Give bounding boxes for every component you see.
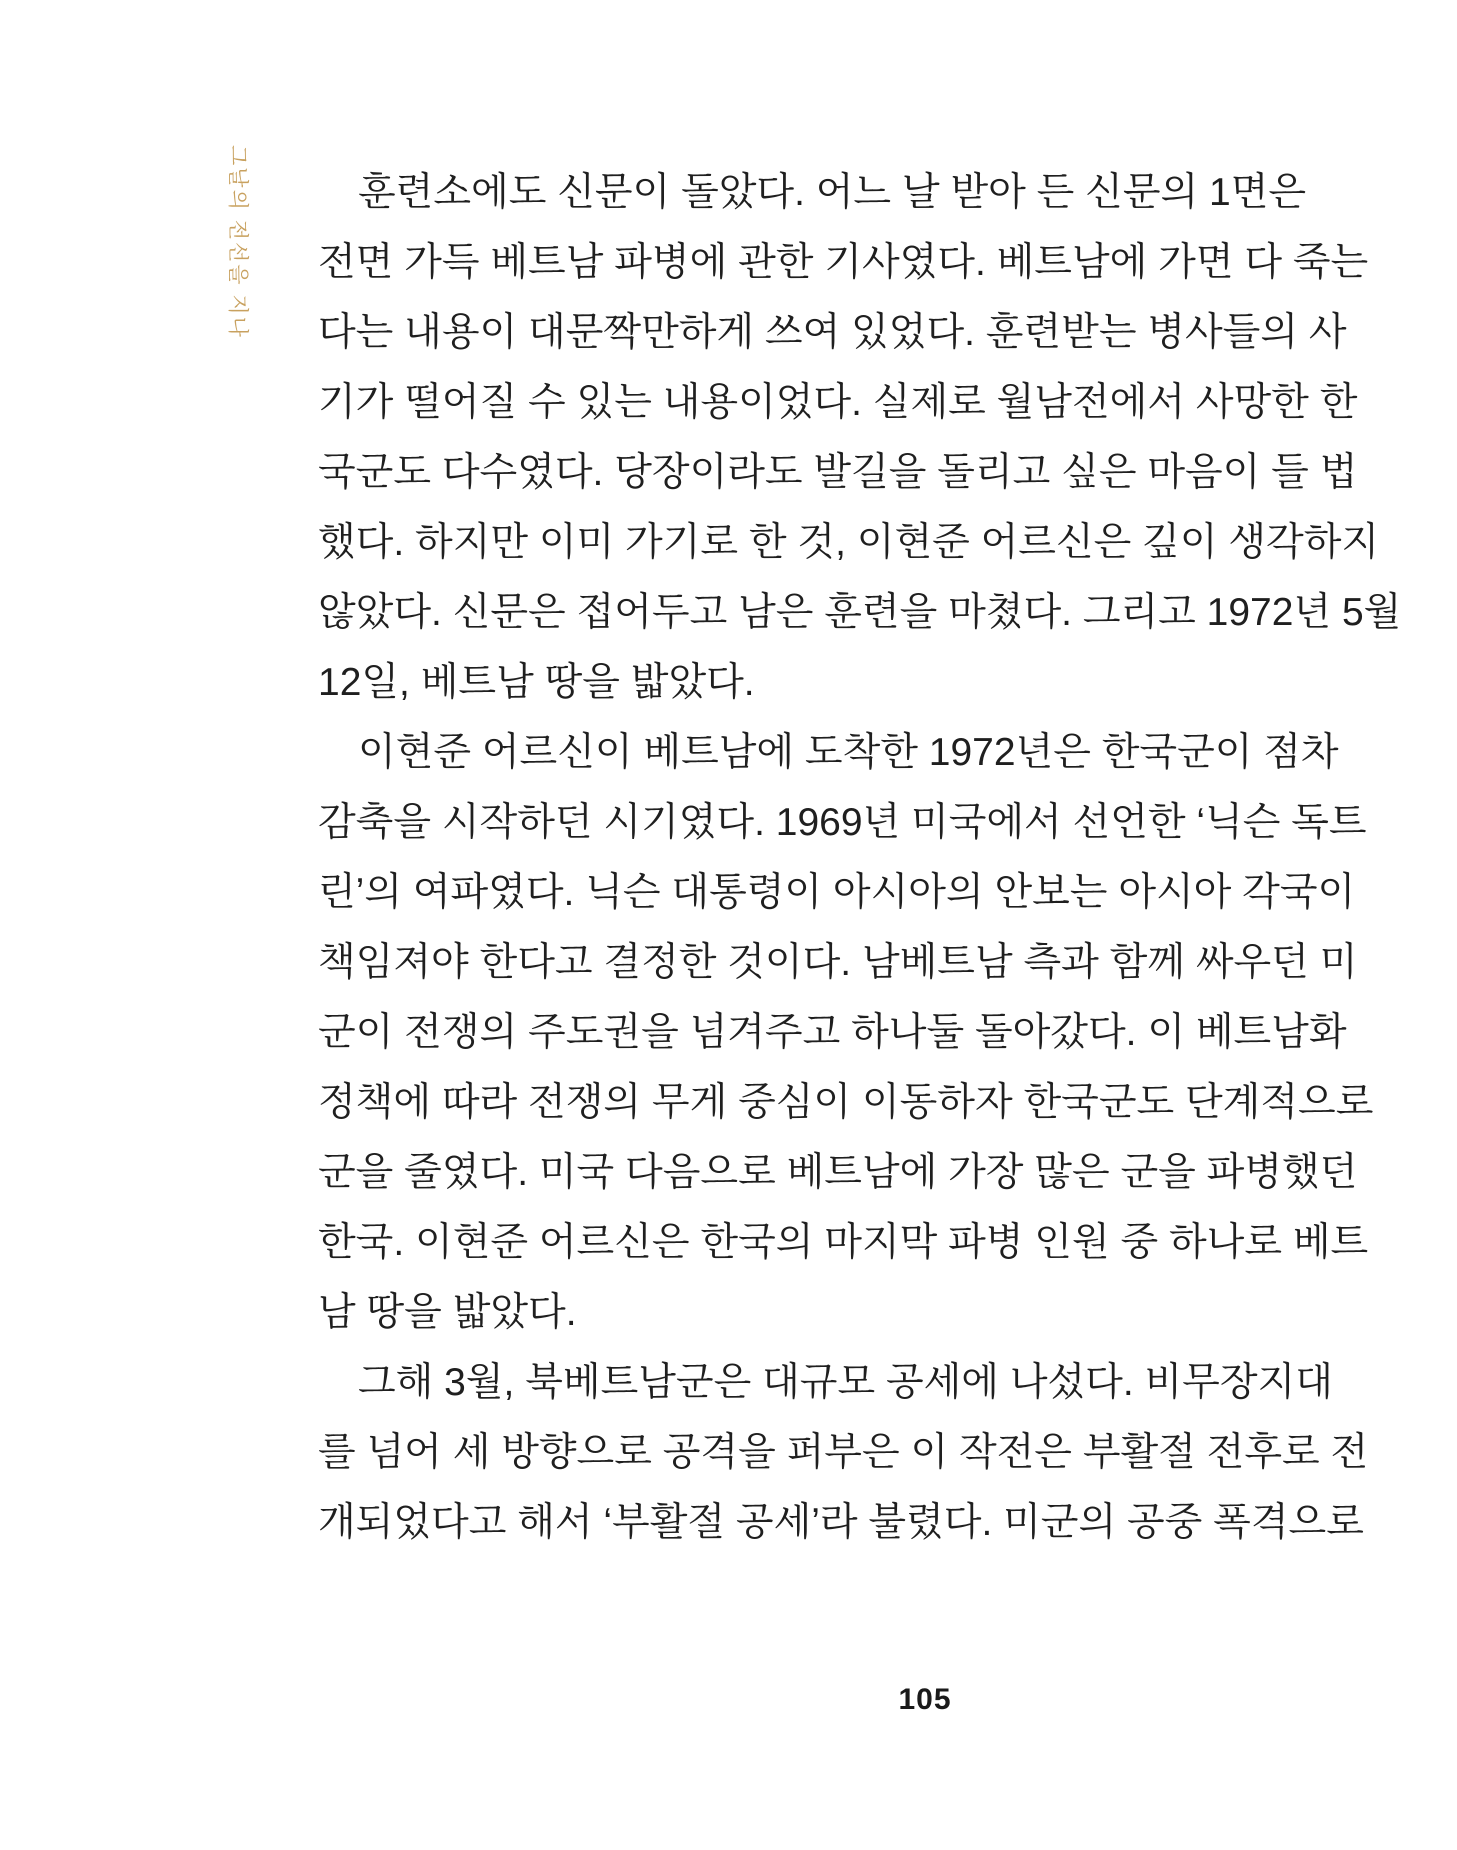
body-line: 군을 줄였다. 미국 다음으로 베트남에 가장 많은 군을 파병했던 bbox=[318, 1151, 1358, 1194]
body-line: 를 넘어 세 방향으로 공격을 퍼부은 이 작전은 부활절 전후로 전 bbox=[318, 1431, 1369, 1474]
body-line: 이현준 어르신이 베트남에 도착한 1972년은 한국군이 점차 bbox=[358, 731, 1339, 774]
body-line: 다는 내용이 대문짝만하게 쓰여 있었다. 훈련받는 병사들의 사 bbox=[318, 311, 1347, 354]
body-text bbox=[318, 158, 1402, 1558]
paragraph bbox=[318, 718, 1374, 1348]
body-line: 훈련소에도 신문이 돌았다. 어느 날 받아 든 신문의 1면은 bbox=[358, 171, 1307, 214]
body-line: 책임져야 한다고 결정한 것이다. 남베트남 측과 함께 싸우던 미 bbox=[318, 941, 1358, 984]
body-line: 군이 전쟁의 주도권을 넘겨주고 하나둘 돌아갔다. 이 베트남화 bbox=[318, 1011, 1347, 1054]
paragraph bbox=[318, 158, 1402, 718]
body-line: 그해 3월, 북베트남군은 대규모 공세에 나섰다. 비무장지대 bbox=[358, 1361, 1333, 1404]
body-line: 전면 가득 베트남 파병에 관한 기사였다. 베트남에 가면 다 죽는 bbox=[318, 241, 1369, 284]
body-line: 않았다. 신문은 접어두고 남은 훈련을 마쳤다. 그리고 1972년 5월 bbox=[318, 591, 1402, 634]
body-line: 정책에 따라 전쟁의 무게 중심이 이동하자 한국군도 단계적으로 bbox=[318, 1081, 1374, 1124]
body-line: 남 땅을 밟았다. bbox=[318, 1291, 577, 1334]
body-line: 한국. 이현준 어르신은 한국의 마지막 파병 인원 중 하나로 베트 bbox=[318, 1221, 1369, 1264]
body-line: 개되었다고 해서 ‘부활절 공세’라 불렸다. 미군의 공중 폭격으로 bbox=[318, 1501, 1364, 1544]
paragraph bbox=[318, 1348, 1369, 1558]
body-line: 했다. 하지만 이미 가기로 한 것, 이현준 어르신은 깊이 생각하지 bbox=[318, 521, 1380, 564]
page-number: 105 bbox=[898, 1683, 952, 1716]
body-line: 기가 떨어질 수 있는 내용이었다. 실제로 월남전에서 사망한 한 bbox=[318, 381, 1358, 424]
body-line: 감축을 시작하던 시기였다. 1969년 미국에서 선언한 ‘닉슨 독트 bbox=[318, 801, 1367, 844]
body-line: 국군도 다수였다. 당장이라도 발길을 돌리고 싶은 마음이 들 법 bbox=[318, 451, 1358, 494]
body-line: 12일, 베트남 땅을 밟았다. bbox=[318, 661, 755, 704]
vertical-running-head: 그날의 전선을 지나 bbox=[226, 145, 249, 339]
body-line: 린’의 여파였다. 닉슨 대통령이 아시아의 안보는 아시아 각국이 bbox=[318, 871, 1356, 914]
